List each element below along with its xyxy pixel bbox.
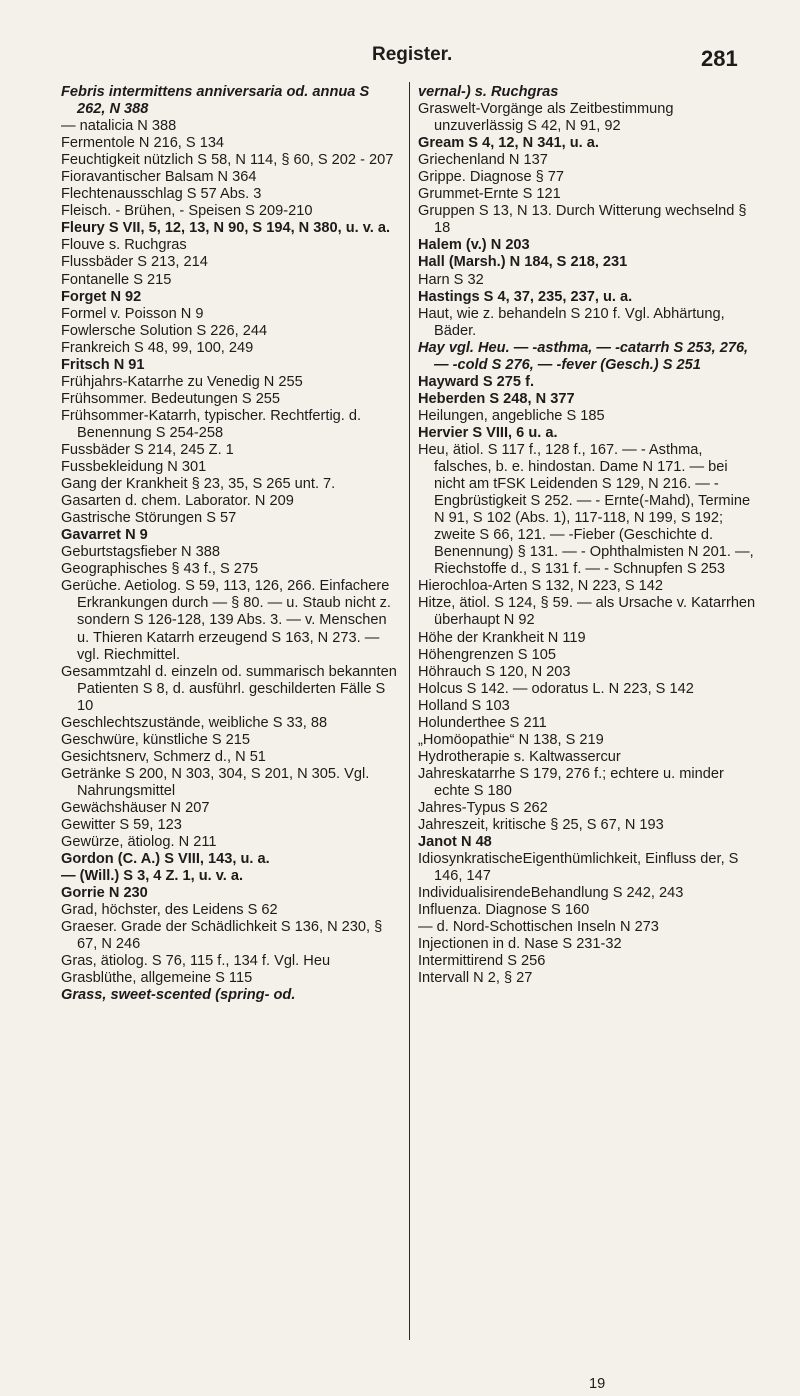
index-entry: Geschwüre, künstliche S 215 <box>61 731 251 748</box>
page-number: 281 <box>701 46 738 71</box>
index-entry: Heu, ätiol. S 117 f., 128 f., 167. — - Asthma, falsches, b. e. hindostan. Dame N 171. — bei nicht am tFSK Leidenden S 129, N 216. — - Engbrüstigkeit S 252. — - Ernte(-Mahd), Termine N 91, S 102 (Abs. 1), 117-118, N 199, S 192; zweite S 66, 121. — -Fieber (Geschichte d. Benennung) § 131. — - Ophthalmisten N 201. —, Riechstoffe d., S 131 f. — - Schnupfen S 253 <box>418 441 754 578</box>
index-entry: Hierochloa-Arten S 132, N 223, S 142 <box>418 578 663 595</box>
index-entry: Fowlersche Solution S 226, 244 <box>61 322 268 339</box>
index-entry: Geschlechtszustände, weibliche S 33, 88 <box>61 714 328 731</box>
index-entry: Fussbekleidung N 301 <box>61 459 207 476</box>
index-entry: Fontanelle S 215 <box>61 271 172 288</box>
index-entry: IdiosynkratischeEigenthümlichkeit, Einfluss der, S 146, 147 <box>418 851 739 885</box>
index-entry: Gang der Krankheit § 23, 35, S 265 unt. 7. <box>61 476 336 493</box>
index-entry: Injectionen in d. Nase S 231-32 <box>418 936 622 953</box>
index-entry: Gesammtzahl d. einzeln od. summarisch bekannten Patienten S 8, d. ausführl. geschilderten Fälle S 10 <box>61 663 397 714</box>
index-entry: Fussbäder S 214, 245 Z. 1 <box>61 441 234 458</box>
index-entry: Hitze, ätiol. S 124, § 59. — als Ursache v. Katarrhen überhaupt N 92 <box>418 595 756 629</box>
index-entry: Gorrie N 230 <box>61 885 148 902</box>
index-entry: Hay vgl. Heu. — -asthma, — -catarrh S 253, 276, — -cold S 276, — -fever (Gesch.) S 251 <box>418 339 749 373</box>
index-entry: Heilungen, angebliche S 185 <box>418 407 605 424</box>
index-entry: Hayward S 275 f. <box>418 373 534 390</box>
index-column-right <box>418 84 758 987</box>
index-entry: Gewächshäuser N 207 <box>61 799 210 816</box>
index-entry: Gerüche. Aetiolog. S 59, 113, 126, 266. Einfachere Erkrankungen durch — § 80. — u. Staub nicht z. sondern S 126-128, 139 Abs. 3. — v. Menschen u. Thieren Katarrh erzeugend S 163, N 273. — vgl. Riechmittel. <box>61 578 391 663</box>
index-entry: Influenza. Diagnose S 160 <box>418 902 590 919</box>
index-entry: Hastings S 4, 37, 235, 237, u. a. <box>418 288 633 305</box>
running-title: Register. <box>372 44 453 65</box>
index-entry: Gordon (C. A.) S VIII, 143, u. a. <box>61 851 270 868</box>
index-entry: Holcus S 142. — odoratus L. N 223, S 142 <box>418 680 694 697</box>
index-entry: Intermittirend S 256 <box>418 953 546 970</box>
index-entry: Jahreskatarrhe S 179, 276 f.; echtere u. minder echte S 180 <box>418 765 724 799</box>
index-entry: Frühsommer-Katarrh, typischer. Rechtfertig. d. Benennung S 254-258 <box>61 407 362 441</box>
index-entry: Gavarret N 9 <box>61 527 148 544</box>
index-entry: Hervier S VIII, 6 u. a. <box>418 424 558 441</box>
index-entry: Heberden S 248, N 377 <box>418 390 575 407</box>
index-entry: Holland S 103 <box>418 697 510 714</box>
index-entry: Höhengrenzen S 105 <box>418 646 556 663</box>
index-entry: Flouve s. Ruchgras <box>61 237 187 254</box>
index-entry: Flussbäder S 213, 214 <box>61 254 208 271</box>
page-header <box>0 0 800 70</box>
index-entry: Fermentole N 216, S 134 <box>61 135 225 152</box>
index-entry: Haut, wie z. behandeln S 210 f. Vgl. Abhärtung, Bäder. <box>418 305 725 339</box>
index-entry: „Homöopathie“ N 138, S 219 <box>418 731 604 748</box>
index-entry: Gastrische Störungen S 57 <box>61 510 237 527</box>
index-entry: Griechenland N 137 <box>418 152 548 169</box>
index-entry: — (Will.) S 3, 4 Z. 1, u. v. a. <box>61 868 244 885</box>
index-entry: Hydrotherapie s. Kaltwassercur <box>418 748 621 765</box>
index-entry: Gras, ätiolog. S 76, 115 f., 134 f. Vgl. Heu <box>61 953 331 970</box>
index-entry: Gewitter S 59, 123 <box>61 817 182 834</box>
index-entry: Feuchtigkeit nützlich S 58, N 114, § 60, S 202 - 207 <box>61 152 394 169</box>
index-entry: vernal-) s. Ruchgras <box>418 84 559 100</box>
index-entry: Jahreszeit, kritische § 25, S 67, N 193 <box>418 817 664 834</box>
column-divider <box>409 82 410 1340</box>
index-entry: Graeser. Grade der Schädlichkeit S 136, N 230, § 67, N 246 <box>61 919 383 953</box>
index-entry: IndividualisirendeBehandlung S 242, 243 <box>418 885 684 902</box>
index-entry: Getränke S 200, N 303, 304, S 201, N 305. Vgl. Nahrungsmittel <box>61 765 370 799</box>
index-entry: — d. Nord-Schottischen Inseln N 273 <box>418 919 659 936</box>
index-entry: Höhrauch S 120, N 203 <box>418 663 571 680</box>
index-entry: Grass, sweet-scented (spring- od. <box>61 987 296 1004</box>
index-entry: Grummet-Ernte S 121 <box>418 186 561 203</box>
index-entry: Grad, höchster, des Leidens S 62 <box>61 902 278 919</box>
index-entry: Harn S 32 <box>418 271 484 288</box>
index-entry: Halem (v.) N 203 <box>418 237 530 254</box>
index-entry: Frankreich S 48, 99, 100, 249 <box>61 339 254 356</box>
index-entry: Gream S 4, 12, N 341, u. a. <box>418 135 599 152</box>
index-entry: Frühjahrs-Katarrhe zu Venedig N 255 <box>61 373 303 390</box>
signature-mark: 19 <box>589 1376 606 1392</box>
index-entry: — natalicia N 388 <box>61 118 177 135</box>
index-entry: Höhe der Krankheit N 119 <box>418 629 586 646</box>
index-entry: Jahres-Typus S 262 <box>418 799 548 816</box>
index-entry: Fleury S VII, 5, 12, 13, N 90, S 194, N 380, u. v. a. <box>61 220 391 237</box>
index-entry: Frühsommer. Bedeutungen S 255 <box>61 390 281 407</box>
index-entry: Febris intermittens anniversaria od. annua S 262, N 388 <box>61 84 370 118</box>
index-entry: Gewürze, ätiolog. N 211 <box>61 834 217 851</box>
index-entry: Geographisches § 43 f., S 275 <box>61 561 259 578</box>
index-entry: Gesichtsnerv, Schmerz d., N 51 <box>61 748 266 765</box>
index-entry: Grasblüthe, allgemeine S 115 <box>61 970 253 987</box>
index-column-left <box>61 84 401 1005</box>
index-entry: Holunderthee S 211 <box>418 714 547 731</box>
index-entry: Intervall N 2, § 27 <box>418 970 533 987</box>
index-entry: Fioravantischer Balsam N 364 <box>61 169 257 186</box>
index-entry: Forget N 92 <box>61 288 142 305</box>
index-entry: Flechtenausschlag S 57 Abs. 3 <box>61 186 262 203</box>
index-entry: Gruppen S 13, N 13. Durch Witterung wechselnd § 18 <box>418 203 747 237</box>
index-entry: Gasarten d. chem. Laborator. N 209 <box>61 493 294 510</box>
index-entry: Janot N 48 <box>418 834 492 851</box>
index-entry: Fritsch N 91 <box>61 356 145 373</box>
index-entry: Formel v. Poisson N 9 <box>61 305 204 322</box>
index-entry: Graswelt-Vorgänge als Zeitbestimmung unzuverlässig S 42, N 91, 92 <box>418 101 674 135</box>
index-entry: Hall (Marsh.) N 184, S 218, 231 <box>418 254 628 271</box>
index-entry: Geburtstagsfieber N 388 <box>61 544 220 561</box>
index-entry: Fleisch. - Brühen, - Speisen S 209-210 <box>61 203 313 220</box>
index-entry: Grippe. Diagnose § 77 <box>418 169 565 186</box>
